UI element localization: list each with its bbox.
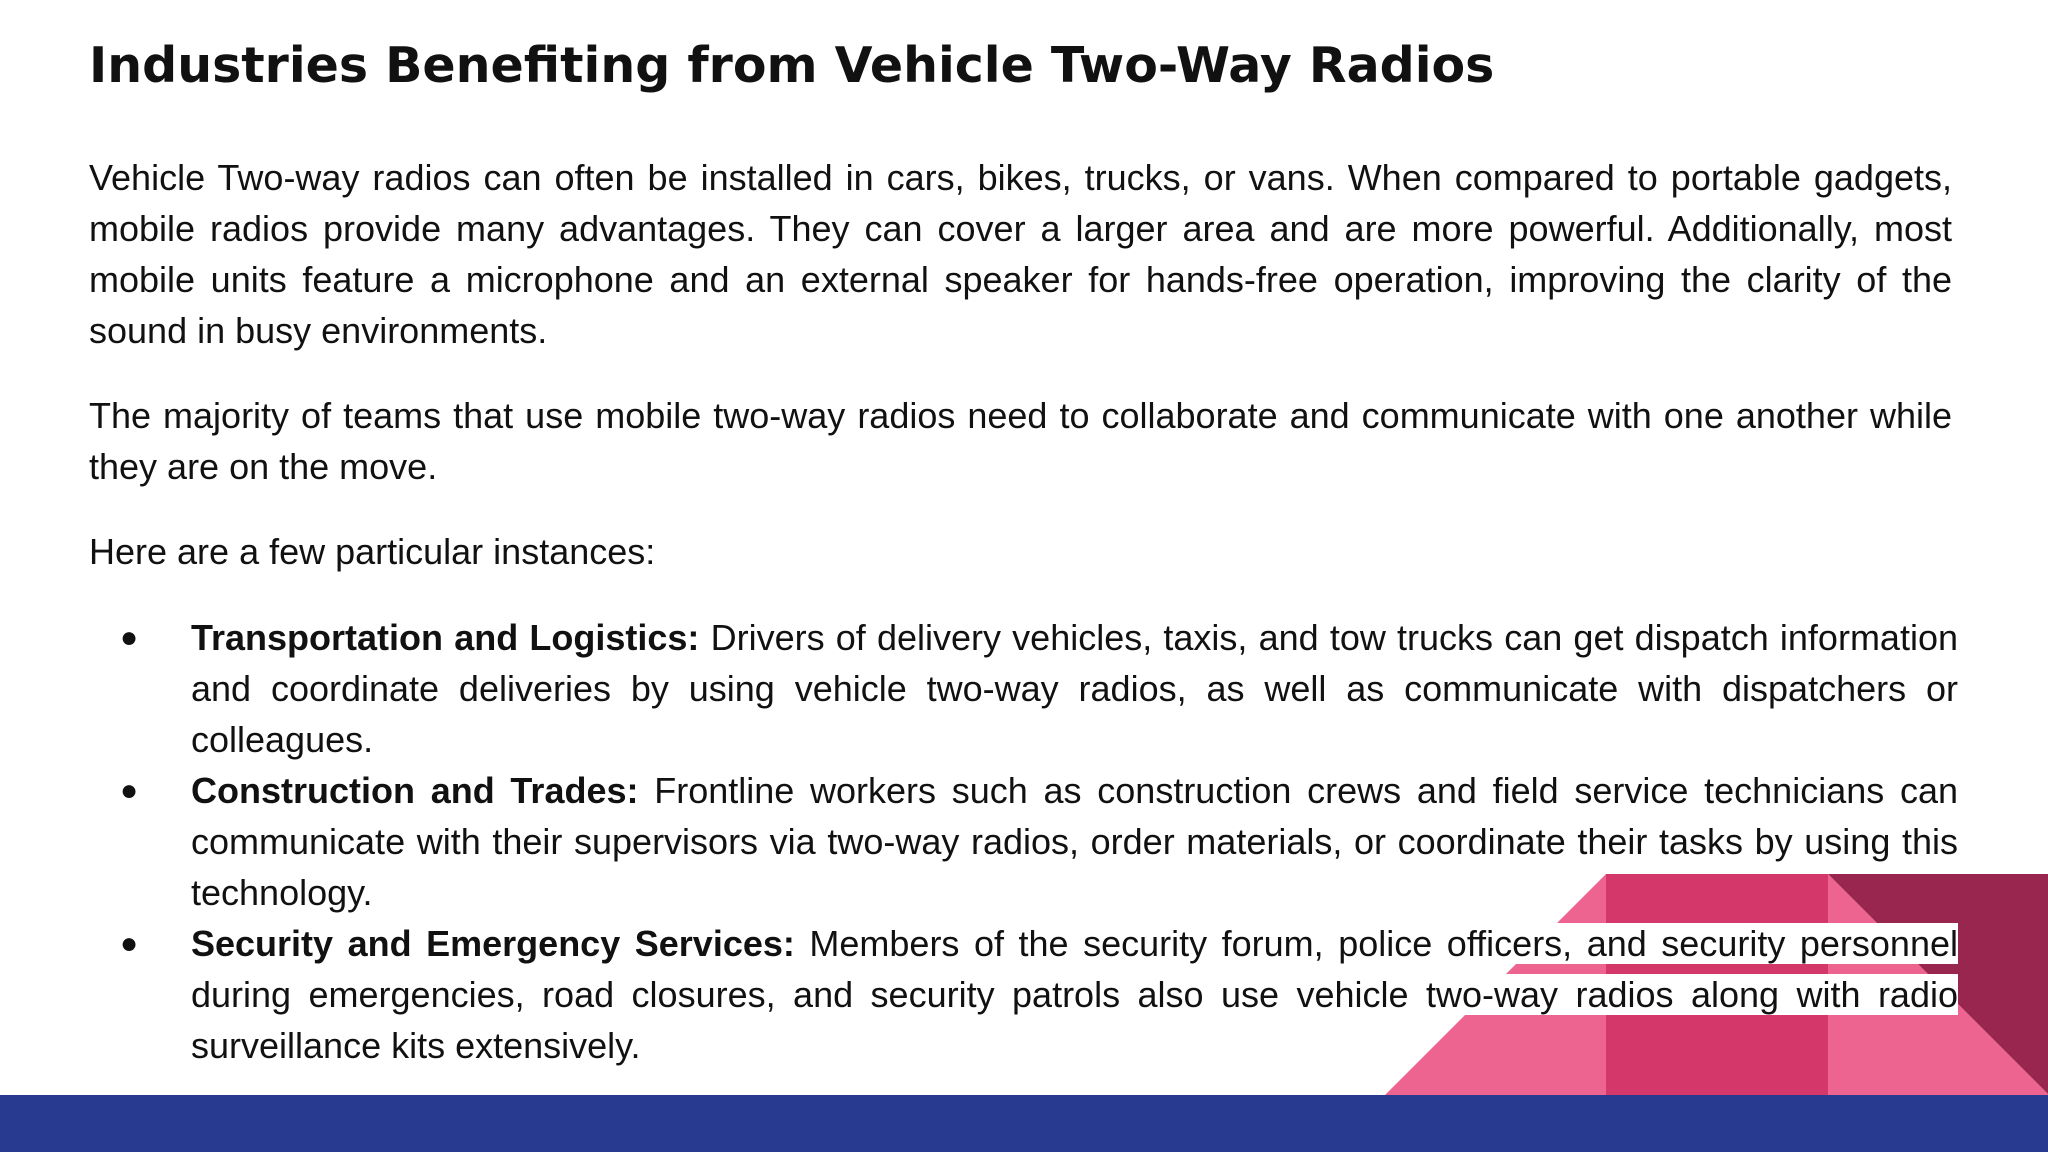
bullet-dot-icon: ●	[120, 621, 139, 654]
bullet-security	[89, 918, 1958, 1071]
instances-paragraph: Here are a few particular instances:	[89, 531, 656, 572]
intro-paragraph: Vehicle Two-way radios can often be installed in cars, bikes, trucks, or vans. When compared to portable gadgets, mobile radios provide many advantages. They can cover a larger area and are more powerful. Additionally, most mobile units feature a microphone and an external speaker for hands-free operation, improving the clarity of the sound in busy environments.	[89, 157, 1952, 351]
bullet-heading: Transportation and Logistics:	[191, 617, 700, 658]
bullet-dot-icon: ●	[120, 774, 139, 807]
industry-bullet-list	[89, 612, 1958, 1071]
bullet-heading: Construction and Trades:	[191, 770, 639, 811]
slide-title: Industries Benefiting from Vehicle Two-Way Radios	[89, 37, 1495, 94]
footer-bar	[0, 1095, 2048, 1152]
bullet-construction	[89, 765, 1958, 918]
bullet-text: Drivers of delivery vehicles, taxis, and tow trucks can get dispatch information and coordinate deliveries by using vehicle two-way radios, as well as communicate with dispatchers or colleagues.	[191, 617, 1958, 760]
bullet-transportation	[89, 612, 1958, 765]
teams-paragraph: The majority of teams that use mobile two-way radios need to collaborate and communicate with one another while they are on the move.	[89, 395, 1952, 487]
bullet-text: Members of the security forum, police officers, and security personnel during emergencies, road closures, and security patrols also use vehicle two-way radios along with radio surveillance kits extensively.	[191, 923, 1958, 1066]
bullet-dot-icon: ●	[120, 927, 139, 960]
bullet-text: Frontline workers such as construction crews and field service technicians can communicate with their supervisors via two-way radios, order materials, or coordinate their tasks by using this technology.	[191, 770, 1958, 913]
bullet-heading: Security and Emergency Services:	[191, 923, 795, 964]
